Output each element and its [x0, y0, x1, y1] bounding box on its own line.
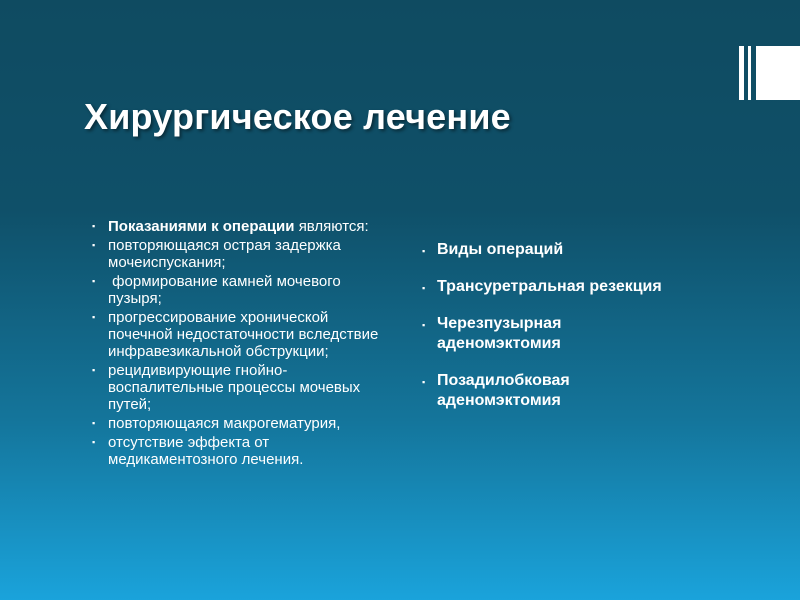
indication-text: повторяющаяся острая задержка мочеиспускания;: [108, 237, 341, 271]
operation-types-heading: [420, 240, 680, 260]
operation-type-item: [420, 371, 680, 411]
indication-item: [90, 309, 380, 360]
indication-item: [90, 415, 380, 432]
corner-decoration-bar: [739, 46, 744, 100]
corner-decoration: [739, 46, 800, 100]
operation-type-item: [420, 277, 680, 297]
indication-text: прогрессирование хронической почечной недостаточности вследствие инфравезикальной обструкции;: [108, 309, 379, 360]
indication-text: повторяющаяся макрогематурия,: [108, 415, 341, 432]
corner-decoration-bar: [748, 46, 751, 100]
indications-intro-bold: Показаниями к операции: [108, 218, 295, 235]
bullet-icon: ▪: [92, 240, 96, 250]
indication-text: отсутствие эффекта от медикаментозного лечения.: [108, 434, 304, 468]
bullet-icon: ▪: [92, 312, 96, 322]
bullet-icon: ▪: [422, 320, 426, 330]
indication-item: [90, 237, 380, 271]
bullet-icon: ▪: [422, 283, 426, 293]
operation-type-item: [420, 314, 680, 354]
operation-type-text: Черезпузырная аденомэктомия: [437, 315, 562, 352]
indication-item: [90, 273, 380, 307]
bullet-icon: ▪: [92, 418, 96, 428]
operation-type-text: Позадилобковая аденомэктомия: [437, 372, 570, 409]
bullet-icon: ▪: [92, 221, 96, 231]
bullet-icon: ▪: [422, 246, 426, 256]
indications-list: [90, 218, 380, 470]
corner-decoration-block: [756, 46, 800, 100]
bullet-icon: ▪: [92, 365, 96, 375]
indication-item: [90, 362, 380, 413]
operation-type-text: Трансуретральная резекция: [437, 278, 662, 295]
slide-title: Хирургическое лечение: [84, 96, 511, 137]
indication-item: [90, 434, 380, 468]
operation-types-list: [420, 240, 680, 428]
indications-intro: [90, 218, 380, 235]
indication-text: формирование камней мочевого пузыря;: [108, 273, 345, 307]
bullet-icon: ▪: [92, 437, 96, 447]
bullet-icon: ▪: [422, 377, 426, 387]
operation-type-text: Виды операций: [437, 241, 564, 258]
indications-intro-rest: являются:: [298, 218, 369, 235]
indication-text: рецидивирующие гнойно-воспалительные процессы мочевых путей;: [108, 362, 361, 413]
bullet-icon: ▪: [92, 276, 96, 286]
